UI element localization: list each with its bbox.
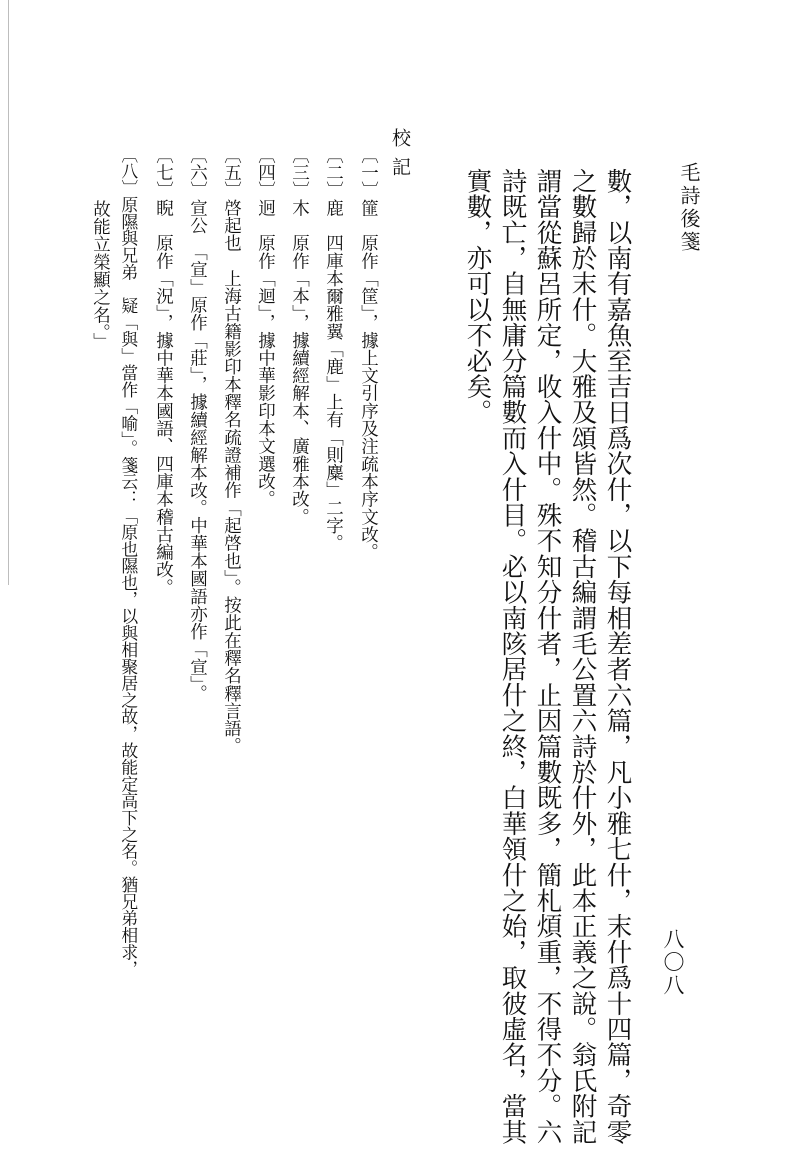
body-line-5: 實數，亦可以不必矣。	[462, 168, 493, 425]
body-line-4: 詩既亡，自無庸分篇數而入什目。必以南陔居什之終，白華領什之始，取彼虛名，當其	[497, 168, 528, 1145]
note-line-2: 〔二〕鹿 四庫本爾雅翼「鹿」上有「則麋」二字。	[323, 146, 344, 552]
page-number: 八〇八	[661, 928, 685, 997]
note-line-6: 〔六〕宣公 「宣」原作「莊」，據續經解本改。中華本國語亦作「宣」。	[187, 146, 208, 703]
body-line-1: 數，以南有嘉魚至吉日爲次什，以下每相差者六篇，凡小雅七什，末什爲十四篇，奇零	[602, 168, 633, 1145]
note-line-1: 〔一〕篚 原作「筐」，據上文引序及注疏本序文改。	[358, 146, 379, 561]
note-line-3: 〔三〕木 原作「本」，據續經解本、廣雅本改。	[289, 146, 310, 526]
running-title: 毛詩後箋	[677, 162, 701, 254]
note-line-8: 〔八〕原隰與兄弟 疑「與」當作「喻」。箋云：「原也隰也，以與相聚居之故，故能定高下之名。猶兄弟相求，	[118, 146, 139, 978]
body-line-2: 之數歸於末什。大雅及頌皆然。稽古編謂毛公置六詩於什外，此本正義之說。翁氏附記	[567, 168, 598, 1145]
collation-heading: 校記	[389, 128, 411, 186]
note-line-4: 〔四〕迥 原作「迴」，據中華影印本文選改。	[255, 146, 276, 508]
note-line-5: 〔五〕啓起也 上海古籍影印本釋名疏證補作「起啓也」。按此在釋名釋言語。	[221, 146, 242, 755]
note-line-7: 〔七〕睨 原作「況」，據中華本國語、四庫本稽古編改。	[153, 146, 174, 597]
body-line-3: 謂當從蘇呂所定，收入什中。殊不知分什者，止因篇數既多，簡札煩重，不得不分。六	[532, 168, 563, 1145]
page-edge-line	[8, 0, 9, 585]
note-line-9: 故能立榮顯之名。」	[90, 200, 111, 351]
